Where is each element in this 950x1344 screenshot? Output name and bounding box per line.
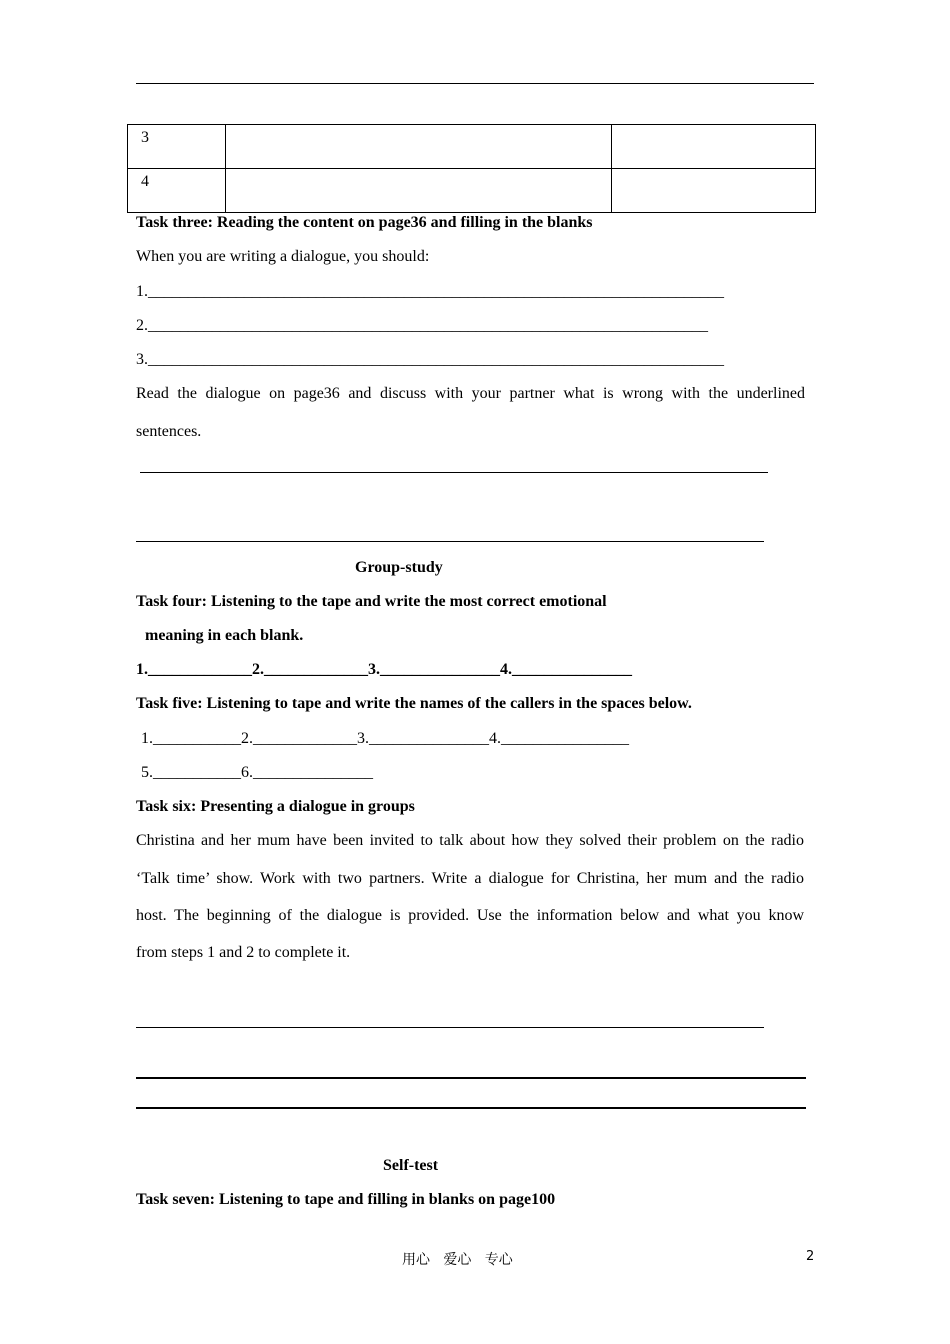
task-six-paragraph-line: from steps 1 and 2 to complete it. (136, 944, 351, 961)
answer-table (127, 124, 816, 213)
task-three-title: Task three: Reading the content on page36 and filling in the blanks (136, 214, 593, 231)
answer-line[interactable] (136, 1027, 764, 1028)
task-six-paragraph-line: host. The beginning of the dialogue is provided. Use the information below and what you know (136, 907, 804, 924)
task-four-blanks[interactable]: 1._____________2._____________3._______________4._______________ (136, 661, 632, 678)
task-three-intro: When you are writing a dialogue, you should: (136, 248, 430, 265)
footer-motto: 用心 爱心 专心 (402, 1252, 513, 1268)
group-study-heading: Group-study (355, 559, 443, 576)
answer-line[interactable] (136, 541, 764, 542)
answer-line-thick[interactable] (136, 1077, 806, 1079)
task-three-read-line-1: Read the dialogue on page36 and discuss with your partner what is wrong with the underlined (136, 385, 805, 402)
self-test-heading: Self-test (383, 1157, 439, 1174)
task-three-blank-2[interactable]: 2.______________________________________________________________________ (136, 317, 708, 334)
answer-line-thick[interactable] (136, 1107, 806, 1109)
task-five-title: Task five: Listening to tape and write the names of the callers in the spaces below. (136, 695, 692, 712)
task-five-blanks-2[interactable]: 5.___________6._______________ (141, 764, 373, 781)
task-three-blank-3[interactable]: 3.________________________________________________________________________ (136, 351, 724, 368)
task-five-blanks-1[interactable]: 1.___________2._____________3._______________4.________________ (141, 730, 629, 747)
header-rule (136, 83, 814, 84)
answer-line[interactable] (140, 472, 768, 473)
row-number: 3 (128, 125, 226, 169)
table-cell (612, 125, 816, 169)
row-number: 4 (128, 169, 226, 213)
task-three-read-line-2: sentences. (136, 423, 202, 440)
table-cell (226, 169, 612, 213)
page-number: 2 (806, 1249, 815, 1264)
task-six-paragraph-line: Christina and her mum have been invited to talk about how they solved their problem on the radio (136, 832, 804, 849)
task-six-paragraph-line: ‘Talk time’ show. Work with two partners. Write a dialogue for Christina, her mum and the radio (136, 870, 804, 887)
table-cell (226, 125, 612, 169)
task-seven-title: Task seven: Listening to tape and filling in blanks on page100 (136, 1191, 556, 1208)
task-four-title-line-1: Task four: Listening to the tape and write the most correct emotional (136, 593, 607, 610)
task-four-title-line-2: meaning in each blank. (145, 627, 304, 644)
table-row (128, 169, 816, 213)
task-three-blank-1[interactable]: 1.________________________________________________________________________ (136, 283, 724, 300)
table-row (128, 125, 816, 169)
table-cell (612, 169, 816, 213)
task-six-title: Task six: Presenting a dialogue in groups (136, 798, 415, 815)
